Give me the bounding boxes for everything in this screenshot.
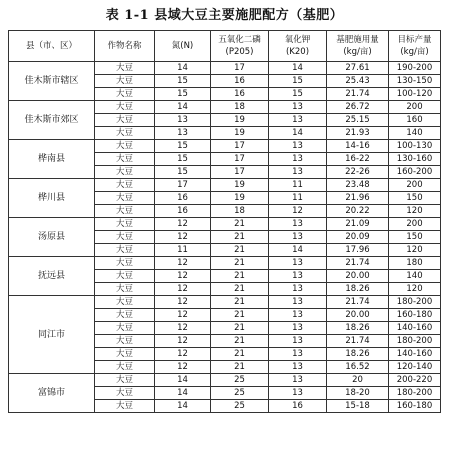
nitrogen-cell: 16	[155, 205, 211, 218]
potassium-cell: 13	[269, 270, 327, 283]
phosphorus-cell: 21	[211, 283, 269, 296]
header-phosphorus-line1: 五氧化二磷	[218, 35, 261, 45]
target-yield-cell: 120	[389, 283, 441, 296]
nitrogen-cell: 15	[155, 88, 211, 101]
table-row	[9, 101, 441, 114]
phosphorus-cell: 19	[211, 127, 269, 140]
phosphorus-cell: 21	[211, 257, 269, 270]
nitrogen-cell: 12	[155, 335, 211, 348]
phosphorus-cell: 21	[211, 231, 269, 244]
county-cell: 同江市	[9, 296, 95, 374]
crop-cell: 大豆	[95, 218, 155, 231]
target-yield-cell: 180	[389, 257, 441, 270]
nitrogen-cell: 13	[155, 114, 211, 127]
target-yield-cell: 160	[389, 114, 441, 127]
header-base-fertilizer-line2: (kg/亩)	[343, 47, 372, 57]
phosphorus-cell: 18	[211, 205, 269, 218]
target-yield-cell: 120	[389, 205, 441, 218]
base-fertilizer-cell: 16.52	[327, 361, 389, 374]
nitrogen-cell: 12	[155, 322, 211, 335]
target-yield-cell: 180-200	[389, 387, 441, 400]
target-yield-cell: 150	[389, 192, 441, 205]
crop-cell: 大豆	[95, 283, 155, 296]
potassium-cell: 11	[269, 192, 327, 205]
potassium-cell: 13	[269, 140, 327, 153]
base-fertilizer-cell: 18.26	[327, 322, 389, 335]
potassium-cell: 13	[269, 348, 327, 361]
table-row	[9, 296, 441, 309]
phosphorus-cell: 21	[211, 270, 269, 283]
nitrogen-cell: 15	[155, 140, 211, 153]
base-fertilizer-cell: 21.74	[327, 88, 389, 101]
target-yield-cell: 140-160	[389, 348, 441, 361]
county-cell: 桦南县	[9, 140, 95, 179]
header-nitrogen: 氮(N)	[155, 31, 211, 62]
base-fertilizer-cell: 27.61	[327, 62, 389, 75]
base-fertilizer-cell: 20.09	[327, 231, 389, 244]
header-target-yield-line1: 目标产量	[397, 35, 432, 45]
table-row	[9, 140, 441, 153]
crop-cell: 大豆	[95, 114, 155, 127]
potassium-cell: 13	[269, 166, 327, 179]
target-yield-cell: 200	[389, 179, 441, 192]
phosphorus-cell: 21	[211, 244, 269, 257]
header-base-fertilizer-line1: 基肥施用量	[336, 35, 379, 45]
crop-cell: 大豆	[95, 361, 155, 374]
phosphorus-cell: 21	[211, 218, 269, 231]
phosphorus-cell: 17	[211, 166, 269, 179]
base-fertilizer-cell: 22-26	[327, 166, 389, 179]
target-yield-cell: 160-180	[389, 400, 441, 413]
county-cell: 桦川县	[9, 179, 95, 218]
nitrogen-cell: 12	[155, 296, 211, 309]
nitrogen-cell: 12	[155, 270, 211, 283]
nitrogen-cell: 12	[155, 361, 211, 374]
potassium-cell: 12	[269, 205, 327, 218]
base-fertilizer-cell: 16-22	[327, 153, 389, 166]
phosphorus-cell: 17	[211, 140, 269, 153]
fertilizer-table	[8, 30, 441, 413]
target-yield-cell: 190-200	[389, 62, 441, 75]
phosphorus-cell: 16	[211, 88, 269, 101]
potassium-cell: 13	[269, 231, 327, 244]
potassium-cell: 13	[269, 283, 327, 296]
nitrogen-cell: 14	[155, 387, 211, 400]
table-row	[9, 179, 441, 192]
target-yield-cell: 100-130	[389, 140, 441, 153]
crop-cell: 大豆	[95, 387, 155, 400]
header-crop: 作物名称	[95, 31, 155, 62]
phosphorus-cell: 19	[211, 114, 269, 127]
phosphorus-cell: 19	[211, 179, 269, 192]
base-fertilizer-cell: 23.48	[327, 179, 389, 192]
county-cell: 富锦市	[9, 374, 95, 413]
phosphorus-cell: 17	[211, 153, 269, 166]
phosphorus-cell: 18	[211, 101, 269, 114]
nitrogen-cell: 15	[155, 153, 211, 166]
base-fertilizer-cell: 21.74	[327, 335, 389, 348]
nitrogen-cell: 15	[155, 75, 211, 88]
table-row	[9, 218, 441, 231]
nitrogen-cell: 12	[155, 218, 211, 231]
potassium-cell: 13	[269, 361, 327, 374]
nitrogen-cell: 16	[155, 192, 211, 205]
base-fertilizer-cell: 20.00	[327, 309, 389, 322]
target-yield-cell: 180-200	[389, 335, 441, 348]
crop-cell: 大豆	[95, 192, 155, 205]
crop-cell: 大豆	[95, 127, 155, 140]
target-yield-cell: 130-150	[389, 75, 441, 88]
crop-cell: 大豆	[95, 179, 155, 192]
nitrogen-cell: 14	[155, 374, 211, 387]
target-yield-cell: 180-200	[389, 296, 441, 309]
table-header	[9, 31, 441, 62]
nitrogen-cell: 12	[155, 348, 211, 361]
base-fertilizer-cell: 25.15	[327, 114, 389, 127]
phosphorus-cell: 17	[211, 62, 269, 75]
base-fertilizer-cell: 18.26	[327, 283, 389, 296]
base-fertilizer-cell: 18-20	[327, 387, 389, 400]
header-phosphorus	[211, 31, 269, 62]
county-cell: 抚远县	[9, 257, 95, 296]
base-fertilizer-cell: 20.00	[327, 270, 389, 283]
crop-cell: 大豆	[95, 62, 155, 75]
potassium-cell: 13	[269, 309, 327, 322]
potassium-cell: 13	[269, 153, 327, 166]
crop-cell: 大豆	[95, 348, 155, 361]
crop-cell: 大豆	[95, 88, 155, 101]
crop-cell: 大豆	[95, 231, 155, 244]
base-fertilizer-cell: 26.72	[327, 101, 389, 114]
potassium-cell: 13	[269, 387, 327, 400]
nitrogen-cell: 12	[155, 283, 211, 296]
crop-cell: 大豆	[95, 257, 155, 270]
potassium-cell: 13	[269, 296, 327, 309]
crop-cell: 大豆	[95, 296, 155, 309]
target-yield-cell: 120	[389, 244, 441, 257]
header-phosphorus-line2: (P205)	[225, 47, 254, 57]
potassium-cell: 13	[269, 114, 327, 127]
potassium-cell: 13	[269, 218, 327, 231]
target-yield-cell: 150	[389, 231, 441, 244]
nitrogen-cell: 12	[155, 257, 211, 270]
table-body	[9, 62, 441, 413]
crop-cell: 大豆	[95, 205, 155, 218]
header-target-yield-line2: (kg/亩)	[400, 47, 429, 57]
header-county: 县（市、区）	[9, 31, 95, 62]
base-fertilizer-cell: 20	[327, 374, 389, 387]
county-cell: 佳木斯市辖区	[9, 62, 95, 101]
crop-cell: 大豆	[95, 166, 155, 179]
phosphorus-cell: 21	[211, 335, 269, 348]
table-title: 表 1-1 县域大豆主要施肥配方（基肥）	[105, 8, 344, 23]
nitrogen-cell: 17	[155, 179, 211, 192]
target-yield-cell: 160-180	[389, 309, 441, 322]
potassium-cell: 15	[269, 88, 327, 101]
base-fertilizer-cell: 21.74	[327, 296, 389, 309]
header-base-fertilizer	[327, 31, 389, 62]
nitrogen-cell: 14	[155, 62, 211, 75]
potassium-cell: 13	[269, 257, 327, 270]
phosphorus-cell: 21	[211, 322, 269, 335]
phosphorus-cell: 25	[211, 400, 269, 413]
potassium-cell: 13	[269, 322, 327, 335]
base-fertilizer-cell: 17.96	[327, 244, 389, 257]
phosphorus-cell: 21	[211, 296, 269, 309]
table-row	[9, 62, 441, 75]
header-potassium-line2: (K20)	[285, 47, 310, 57]
base-fertilizer-cell: 14-16	[327, 140, 389, 153]
table-row	[9, 374, 441, 387]
target-yield-cell: 130-160	[389, 153, 441, 166]
potassium-cell: 15	[269, 75, 327, 88]
nitrogen-cell: 12	[155, 231, 211, 244]
potassium-cell: 14	[269, 127, 327, 140]
target-yield-cell: 200	[389, 218, 441, 231]
phosphorus-cell: 21	[211, 309, 269, 322]
county-cell: 汤原县	[9, 218, 95, 257]
potassium-cell: 11	[269, 179, 327, 192]
phosphorus-cell: 21	[211, 348, 269, 361]
target-yield-cell: 100-120	[389, 88, 441, 101]
target-yield-cell: 140	[389, 270, 441, 283]
potassium-cell: 13	[269, 335, 327, 348]
potassium-cell: 14	[269, 62, 327, 75]
potassium-cell: 16	[269, 400, 327, 413]
base-fertilizer-cell: 21.09	[327, 218, 389, 231]
phosphorus-cell: 16	[211, 75, 269, 88]
nitrogen-cell: 12	[155, 309, 211, 322]
phosphorus-cell: 19	[211, 192, 269, 205]
crop-cell: 大豆	[95, 270, 155, 283]
crop-cell: 大豆	[95, 322, 155, 335]
base-fertilizer-cell: 25.43	[327, 75, 389, 88]
phosphorus-cell: 25	[211, 374, 269, 387]
crop-cell: 大豆	[95, 309, 155, 322]
potassium-cell: 13	[269, 101, 327, 114]
crop-cell: 大豆	[95, 374, 155, 387]
base-fertilizer-cell: 21.74	[327, 257, 389, 270]
phosphorus-cell: 21	[211, 361, 269, 374]
potassium-cell: 14	[269, 244, 327, 257]
phosphorus-cell: 25	[211, 387, 269, 400]
crop-cell: 大豆	[95, 400, 155, 413]
base-fertilizer-cell: 21.93	[327, 127, 389, 140]
nitrogen-cell: 11	[155, 244, 211, 257]
crop-cell: 大豆	[95, 335, 155, 348]
base-fertilizer-cell: 18.26	[327, 348, 389, 361]
target-yield-cell: 160-200	[389, 166, 441, 179]
base-fertilizer-cell: 15-18	[327, 400, 389, 413]
nitrogen-cell: 13	[155, 127, 211, 140]
nitrogen-cell: 14	[155, 400, 211, 413]
header-potassium	[269, 31, 327, 62]
table-row	[9, 257, 441, 270]
base-fertilizer-cell: 21.96	[327, 192, 389, 205]
target-yield-cell: 140	[389, 127, 441, 140]
target-yield-cell: 140-160	[389, 322, 441, 335]
crop-cell: 大豆	[95, 153, 155, 166]
nitrogen-cell: 15	[155, 166, 211, 179]
target-yield-cell: 200-220	[389, 374, 441, 387]
target-yield-cell: 120-140	[389, 361, 441, 374]
crop-cell: 大豆	[95, 75, 155, 88]
potassium-cell: 13	[269, 374, 327, 387]
county-cell: 佳木斯市郊区	[9, 101, 95, 140]
target-yield-cell: 200	[389, 101, 441, 114]
crop-cell: 大豆	[95, 140, 155, 153]
header-potassium-line1: 氧化钾	[284, 35, 311, 45]
nitrogen-cell: 14	[155, 101, 211, 114]
base-fertilizer-cell: 20.22	[327, 205, 389, 218]
header-target-yield	[389, 31, 441, 62]
crop-cell: 大豆	[95, 101, 155, 114]
crop-cell: 大豆	[95, 244, 155, 257]
